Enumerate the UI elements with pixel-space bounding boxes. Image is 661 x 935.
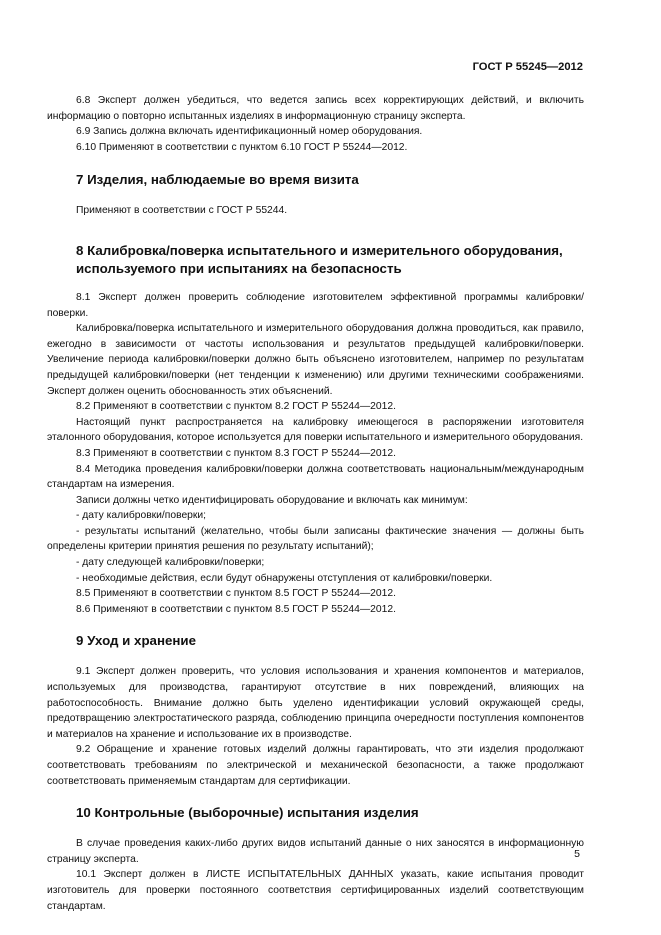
clause-10-1: 10.1 Эксперт должен в ЛИСТЕ ИСПЫТАТЕЛЬНЫХ ДАННЫХ указать, какие испытания проводит изготовитель для проверки постоянного соответствия сертифицированных изделий соответствующим стандартам. (47, 869, 584, 912)
clause-8-1: 8.1 Эксперт должен проверить соблюдение изготовителем эффективной программы калибровки/поверки. (47, 291, 584, 319)
section-10-heading: 10 Контрольные (выборочные) испытания изделия (76, 805, 419, 821)
list-item: - дату калибровки/поверки; (76, 510, 207, 522)
clause-8-6: 8.6 Применяют в соответствии с пунктом 8.5 ГОСТ Р 55244—2012. (76, 603, 396, 615)
clause-8-3: 8.3 Применяют в соответствии с пунктом 8.3 ГОСТ Р 55244—2012. (76, 447, 396, 459)
clause-6-10: 6.10 Применяют в соответствии с пунктом 6.10 ГОСТ Р 55244—2012. (76, 141, 408, 153)
section-7-text: Применяют в соответствии с ГОСТ Р 55244. (76, 205, 288, 217)
section-8-heading: 8 Калибровка/поверка испытательного и измерительного оборудования, используемого при испытаниях на безопасность (76, 242, 563, 276)
clause-8-4-records: Записи должны четко идентифицировать оборудование и включать как минимум: (76, 494, 468, 506)
clause-8-5: 8.5 Применяют в соответствии с пунктом 8.5 ГОСТ Р 55244—2012. (76, 588, 396, 600)
clause-6-8: 6.8 Эксперт должен убедиться, что ведется запись всех корректирующих действий, и включить информацию о повторно испытанных изделиях в информационную страницу эксперта. (47, 95, 584, 122)
clause-8-4: 8.4 Методика проведения калибровки/поверки должна соответствовать национальным/международным стандартам на измерения. (47, 463, 584, 491)
list-item: - необходимые действия, если будут обнаружены отступления от калибровки/поверки. (76, 572, 493, 584)
clause-8-2-text: Настоящий пункт распространяется на калибровку имеющегося в распоряжении изготовителя эталонного оборудования, которое используется для поверки испытательного и измерительного оборудования. (47, 416, 584, 444)
list-item: - дату следующей калибровки/поверки; (76, 557, 265, 569)
clause-9-1: 9.1 Эксперт должен проверить, что условия использования и хранения компонентов и материалов, используемых для производства, гарантируют отсутствие в них повреждений, влияющих на работоспособность. Внимание должно быть уделено идентификации условий окружающей среды, предотвращению электростатического разряда, соблюдению принципа очередности поступления компонентов и материалов на хранение и использование их в производстве. (47, 666, 584, 740)
clause-9-2: 9.2 Обращение и хранение готовых изделий должны гарантировать, что эти изделия продолжают соответствовать требованиям по электрической и механической безопасности, а также продолжают соответствовать применяемым стандартам для сертификации. (47, 744, 584, 787)
document-code: ГОСТ Р 55245—2012 (472, 61, 583, 73)
page-number: 5 (574, 848, 580, 860)
clause-6-9: 6.9 Запись должна включать идентификационный номер оборудования. (76, 126, 423, 138)
clause-8-1-text: Калибровка/поверка испытательного и измерительного оборудования должна проводиться, как правило, ежегодно в зависимости от частоты использования и результатов предыдущей калибровки/поверки. Увеличение периода калибровки/поверки должно быть объяснено изготовителем, например по результатам предыдущей калибровки/поверки (нет тенденции к изменению) или другими техническими соображениями. Эксперт должен оценить обоснованность этих объяснений. (47, 323, 584, 397)
list-item: - результаты испытаний (желательно, чтобы были записаны фактические значения — должны быть определены критерии принятия решения по результату испытаний); (47, 525, 584, 553)
document-body (47, 93, 584, 914)
section-7-heading: 7 Изделия, наблюдаемые во время визита (76, 172, 359, 188)
section-9-heading: 9 Уход и хранение (76, 633, 196, 649)
section-10-intro: В случае проведения каких-либо других видов испытаний данные о них заносятся в информационную страницу эксперта. (47, 838, 584, 865)
clause-8-2: 8.2 Применяют в соответствии с пунктом 8.2 ГОСТ Р 55244—2012. (76, 401, 396, 413)
